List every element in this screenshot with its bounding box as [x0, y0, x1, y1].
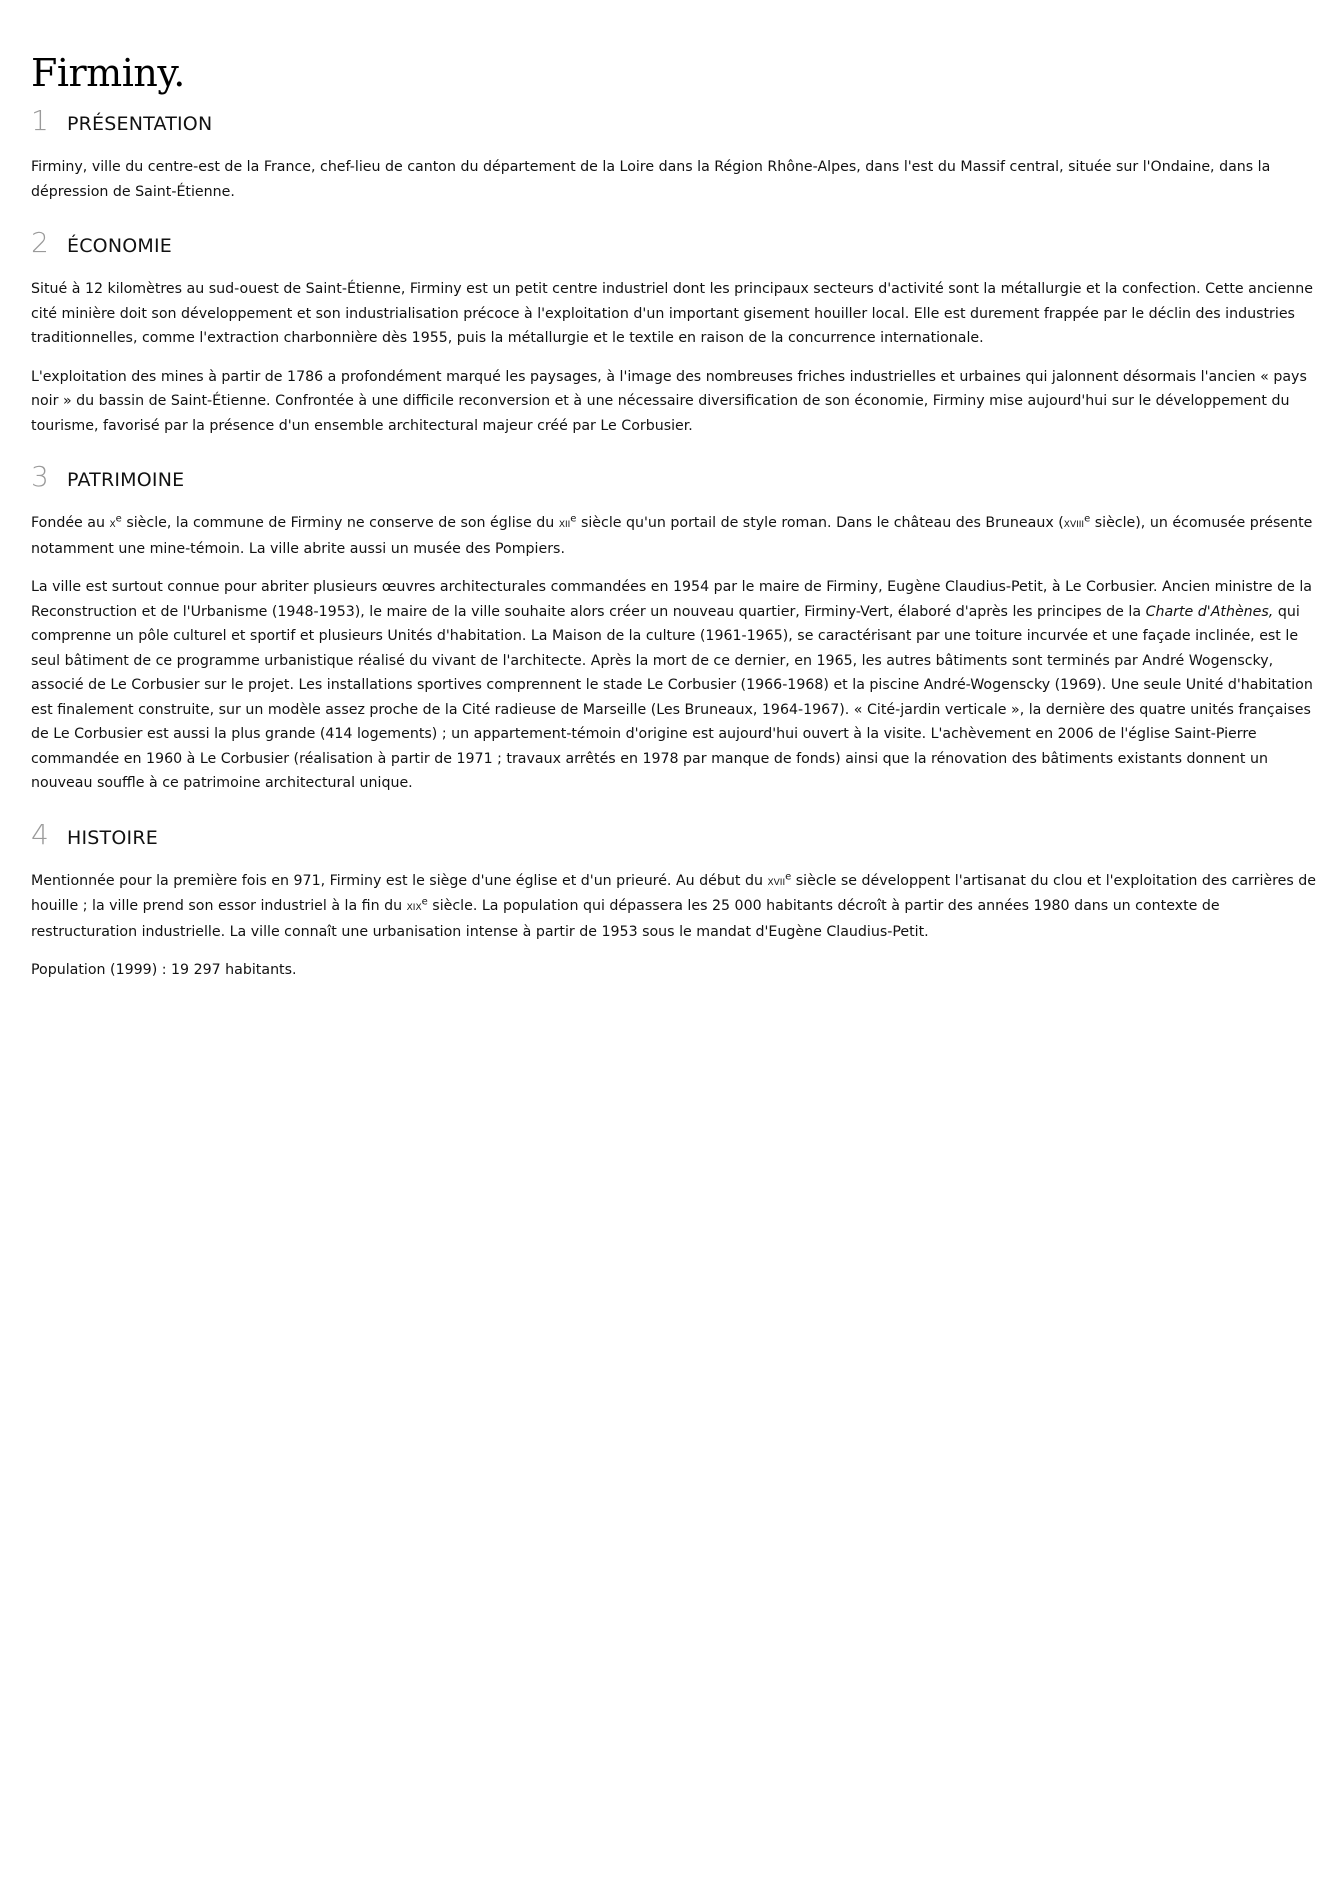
text-run: siècle se développent l'artisanat du clou et l'exploitation des carrières de houille ; la ville prend son essor industriel à la fin du: [31, 872, 1317, 914]
text-run: siècle. La population qui dépassera les 25 000 habitants décroît à partir des années 1980 dans un contexte de restructuration industrielle. La ville connaît une urbanisation intense à partir de 1953 sous le mandat d'Eugène Claudius-Petit.: [31, 898, 1220, 940]
section-label: HISTOIRE: [67, 826, 158, 849]
text-run: La ville est surtout connue pour abriter plusieurs œuvres architecturales commandées en 1954 par le maire de Firminy, Eugène Claudius-Petit, à Le Corbusier. Ancien ministre de la Reconstruction et de l'Urbanisme (1948-1953), le maire de la ville souhaite alors créer un nouveau quartier, Firminy-Vert, élaboré d'après les principes de la: [31, 579, 1312, 620]
section-heading: [31, 460, 1317, 492]
section-number: 4: [31, 817, 49, 851]
text-run: qui comprenne un pôle culturel et sportif et plusieurs Unités d'habitation. La Maison de la culture (1961-1965), se caractérisant par une toiture incurvée et une façade inclinée, est le seul bâtiment de ce programme urbanistique réalisé du vivant de l'architecte. Après la mort de ce dernier, en 1965, les autres bâtiments sont terminés par André Wogenscky, associé de Le Corbusier sur le projet. Les installations sportives comprennent le stade Le Corbusier (1966-1968) et la piscine André-Wogenscky (1969). Une seule Unité d'habitation est finalement construite, sur un modèle assez proche de la Cité radieuse de Marseille (Les Bruneaux, 1964-1967). « Cité-jardin verticale », la dernière des quatre unités françaises de Le Corbusier est aussi la plus grande (414 logements) ; un appartement-témoin d'origine est aujourd'hui ouvert à la visite. L'achèvement en 2006 de l'église Saint-Pierre commandée en 1960 à Le Corbusier (réalisation à partir de 1971 ; travaux arrêtés en 1978 par manque de fonds) ainsi que la rénovation des bâtiments existants donnent un nouveau souffle à ce patrimoine architectural unique.: [31, 603, 1313, 791]
document-title: Firminy.: [31, 51, 185, 95]
section-number: 2: [31, 226, 49, 259]
document-page: [31, 0, 1317, 983]
section-heading: [31, 226, 1317, 258]
italic-title: Charte d'Athènes,: [1145, 603, 1274, 620]
section-patrimoine: [31, 460, 1317, 796]
section-label: PRÉSENTATION: [67, 113, 213, 135]
superscript: e: [1084, 513, 1091, 525]
text-run: siècle qu'un portail de style roman. Dans le château des Bruneaux (: [576, 515, 1064, 531]
paragraph: [31, 869, 1317, 945]
section-histoire: [31, 818, 1317, 983]
roman-numeral: xii: [558, 516, 571, 531]
superscript: e: [115, 513, 122, 525]
section-label: ÉCONOMIE: [67, 235, 172, 257]
paragraph: [31, 511, 1317, 561]
section-economie: [31, 226, 1317, 438]
paragraph: Situé à 12 kilomètres au sud-ouest de Saint-Étienne, Firminy est un petit centre industriel dont les principaux secteurs d'activité sont la métallurgie et la confection. Cette ancienne cité minière doit son développement et son industrialisation précoce à l'exploitation d'un important gisement houiller local. Elle est durement frappée par le déclin des industries traditionnelles, comme l'extraction charbonnière dès 1955, puis la métallurgie et le textile en raison de la concurrence internationale.: [31, 281, 1314, 346]
roman-numeral: xviii: [1063, 516, 1085, 531]
roman-numeral: xvii: [767, 873, 786, 889]
paragraph: Population (1999) : 19 297 habitants.: [31, 962, 297, 978]
section-heading: [31, 818, 1317, 850]
section-number: 3: [31, 460, 49, 493]
section-number: 1: [31, 104, 49, 137]
text-run: siècle), un écomusée présente notamment une mine-témoin. La ville abrite aussi un musée des Pompiers.: [31, 515, 1313, 557]
text-run: Fondée au: [31, 515, 110, 531]
paragraph: [31, 575, 1317, 796]
section-heading: [31, 104, 1317, 136]
text-run: siècle, la commune de Firminy ne conserve de son église du: [121, 515, 559, 531]
superscript: e: [421, 896, 428, 908]
superscript: e: [570, 513, 577, 525]
superscript: e: [785, 870, 792, 882]
section-presentation: [31, 104, 1317, 204]
text-run: Mentionnée pour la première fois en 971, Firminy est le siège d'une église et d'un prieuré. Au début du: [31, 872, 768, 889]
paragraph: Firminy, ville du centre-est de la France, chef-lieu de canton du département de la Loire dans la Région Rhône-Alpes, dans l'est du Massif central, située sur l'Ondaine, dans la dépression de Saint-Étienne.: [31, 159, 1271, 200]
roman-numeral: x: [109, 516, 116, 531]
paragraph: L'exploitation des mines à partir de 1786 a profondément marqué les paysages, à l'image des nombreuses friches industrielles et urbaines qui jalonnent désormais l'ancien « pays noir » du bassin de Saint-Étienne. Confrontée à une difficile reconversion et à une nécessaire diversification de son économie, Firminy mise aujourd'hui sur le développement du tourisme, favorisé par la présence d'un ensemble architectural majeur créé par Le Corbusier.: [31, 368, 1307, 434]
roman-numeral: xix: [406, 899, 422, 914]
section-label: PATRIMOINE: [67, 469, 185, 491]
